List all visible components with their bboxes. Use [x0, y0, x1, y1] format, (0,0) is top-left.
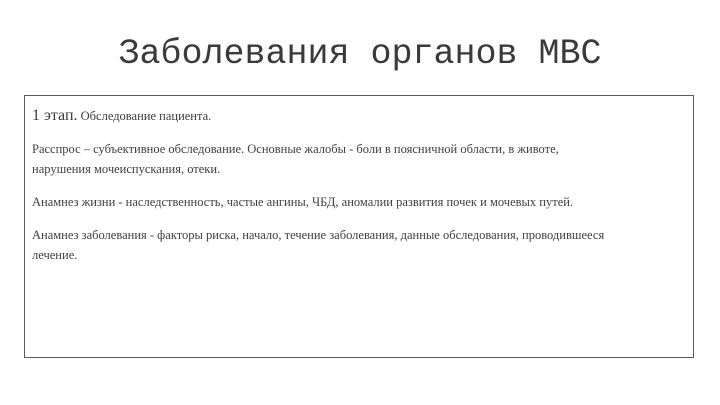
disease-history-paragraph — [32, 225, 683, 265]
stage-label: 1 этап. — [32, 107, 78, 124]
slide-title: Заболевания органов МВС — [118, 34, 602, 74]
stage-text: Обследование пациента. — [77, 109, 212, 123]
life-history-paragraph — [32, 192, 683, 212]
content-box — [24, 95, 694, 358]
disease-history-line-2: лечение. — [32, 248, 78, 262]
complaints-line-1: Расспрос – субъективное обследование. Основные жалобы - боли в поясничной области, в животе, — [32, 142, 559, 156]
complaints-line-2: нарушения мочеиспускания, отеки. — [32, 162, 221, 176]
disease-history-line-1: Анамнез заболевания - факторы риска, начало, течение заболевания, данные обследования, проводившееся — [32, 228, 605, 242]
stage-heading — [32, 106, 683, 126]
complaints-paragraph — [32, 139, 683, 179]
life-history-line-1: Анамнез жизни - наследственность, частые ангины, ЧБД, аномалии развития почек и мочевых путей. — [32, 195, 574, 209]
